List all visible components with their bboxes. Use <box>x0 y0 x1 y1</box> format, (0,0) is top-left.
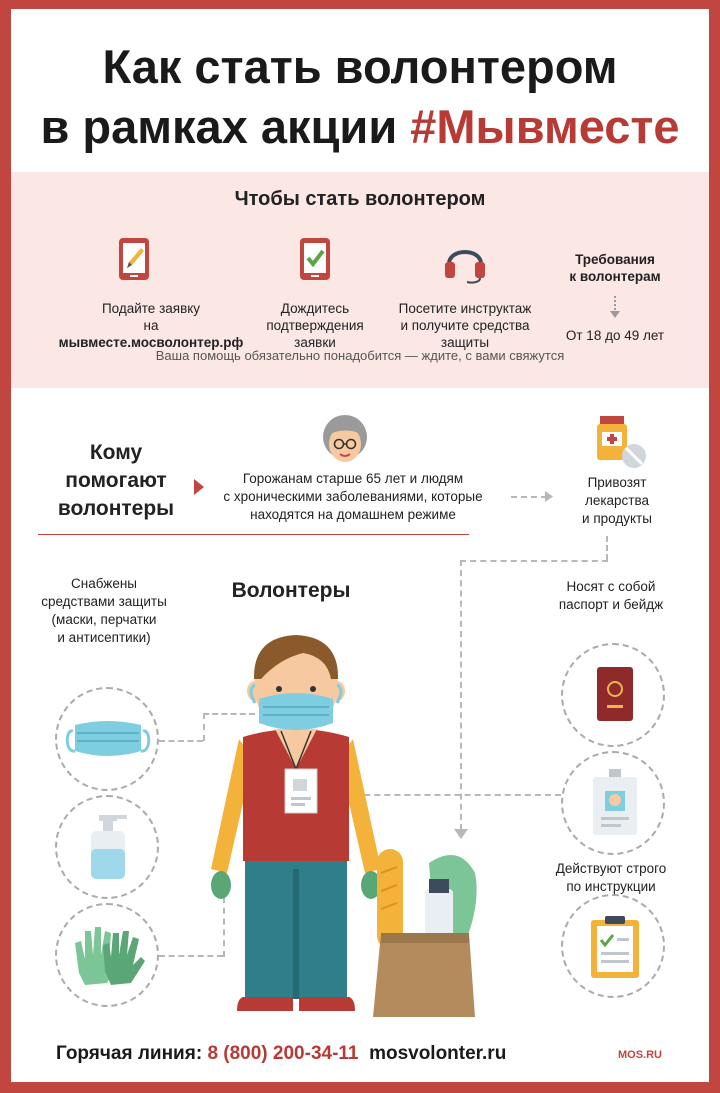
step3-text <box>383 300 547 351</box>
equip-line1: Снабжены <box>71 576 137 591</box>
equip-text <box>29 575 179 647</box>
step1-line2 <box>51 317 251 351</box>
requirements-title <box>551 251 679 285</box>
act-line2: по инструкции <box>566 879 656 894</box>
connector-products-v1 <box>606 536 608 560</box>
act-text <box>531 860 691 896</box>
help-target-line2: с хроническими заболеваниями, которые <box>223 489 483 504</box>
equip-line2: средствами защиты <box>41 594 167 609</box>
badge-icon <box>591 767 639 839</box>
connector-mask-h <box>159 740 203 742</box>
mos-ru-logo: MOS.RU <box>618 1049 662 1061</box>
step2-line1: Дождитесь <box>280 301 350 316</box>
sanitizer-icon <box>85 811 135 883</box>
carry-line2: паспорт и бейдж <box>558 597 664 612</box>
help-bring-text <box>559 474 675 528</box>
gloves-circle <box>55 903 159 1007</box>
page-title-line2 <box>11 97 709 157</box>
equip-line4: и антисептики) <box>57 630 151 645</box>
step3-line3: защиты <box>440 335 490 350</box>
arrow-down-icon <box>608 296 622 320</box>
connector-line <box>511 496 547 498</box>
step1-site: мывместе.мосволонтер.рф <box>58 335 244 350</box>
footer-site-link[interactable]: mosvolonter.ru <box>369 1043 507 1064</box>
badge-circle <box>561 751 665 855</box>
steps-heading: Чтобы стать волонтером <box>234 188 486 210</box>
page-title-line1: Как стать волонтером <box>102 40 618 93</box>
clipboard-circle <box>561 894 665 998</box>
step1-line1: Подайте заявку <box>101 301 201 316</box>
act-line1: Действуют строго <box>555 861 667 876</box>
mask-icon <box>65 711 151 769</box>
medicine-icon <box>594 414 650 470</box>
passport-circle <box>561 643 665 747</box>
clipboard-icon <box>587 914 643 980</box>
help-heading-line1: Кому <box>89 441 143 464</box>
infographic-page <box>11 9 709 1082</box>
requirements-title-line2: к волонтерам <box>569 269 661 284</box>
grocery-bag-icon <box>369 843 479 1019</box>
help-target-line1: Горожанам старше 65 лет и людям <box>242 471 464 486</box>
hotline-prefix: Горячая линия: <box>56 1043 208 1064</box>
help-bring-line3: и продукты <box>582 511 652 526</box>
phone-check-icon <box>298 236 332 282</box>
carry-line1: Носят с собой <box>566 579 656 594</box>
step3-line1: Посетите инструктаж <box>398 301 532 316</box>
step2-text <box>245 300 385 351</box>
step1-text <box>51 300 251 351</box>
equip-line3: (маски, перчатки <box>51 612 157 627</box>
elderly-woman-icon <box>319 413 371 469</box>
requirements-value: От 18 до 49 лет <box>565 328 665 343</box>
phone-pencil-icon <box>117 236 151 282</box>
step3-line2: и получите средства <box>400 318 530 333</box>
help-heading <box>31 439 201 523</box>
hotline-text <box>56 1043 506 1065</box>
step2-line3: заявки <box>294 335 336 350</box>
step2-line2: подтверждения <box>266 318 364 333</box>
page-title-prefix: в рамках акции <box>40 100 411 153</box>
help-target-line3: находятся на домашнем режиме <box>250 507 456 522</box>
footer <box>11 1039 709 1079</box>
arrow-right-small-icon <box>545 491 553 502</box>
gloves-icon <box>71 923 147 989</box>
help-heading-line2: помогают <box>65 469 167 492</box>
headset-icon <box>443 238 487 284</box>
passport-icon <box>595 665 635 725</box>
hotline-phone[interactable]: 8 (800) 200-34-11 <box>207 1043 359 1064</box>
help-heading-line3: волонтеры <box>57 497 175 520</box>
volunteer-figure-icon <box>203 629 393 1019</box>
requirements-title-line1: Требования <box>575 252 655 267</box>
help-divider <box>38 534 469 535</box>
help-bring-line2: лекарства <box>584 493 650 508</box>
arrow-down-small-icon <box>454 829 468 839</box>
step1-prefix: на <box>143 318 159 333</box>
connector-products-v2 <box>460 560 462 830</box>
mask-circle <box>55 687 159 791</box>
sanitizer-circle <box>55 795 159 899</box>
steps-section <box>11 172 709 388</box>
help-target-text <box>197 470 509 524</box>
band-note: Ваша помощь обязательно понадобится — ждите, с вами свяжутся <box>155 348 565 363</box>
carry-text <box>531 578 691 614</box>
connector-products-h <box>460 560 608 562</box>
help-bring-line1: Привозят <box>587 475 647 490</box>
volunteers-heading: Волонтеры <box>231 579 351 602</box>
hashtag: #Мывместе <box>410 100 680 153</box>
